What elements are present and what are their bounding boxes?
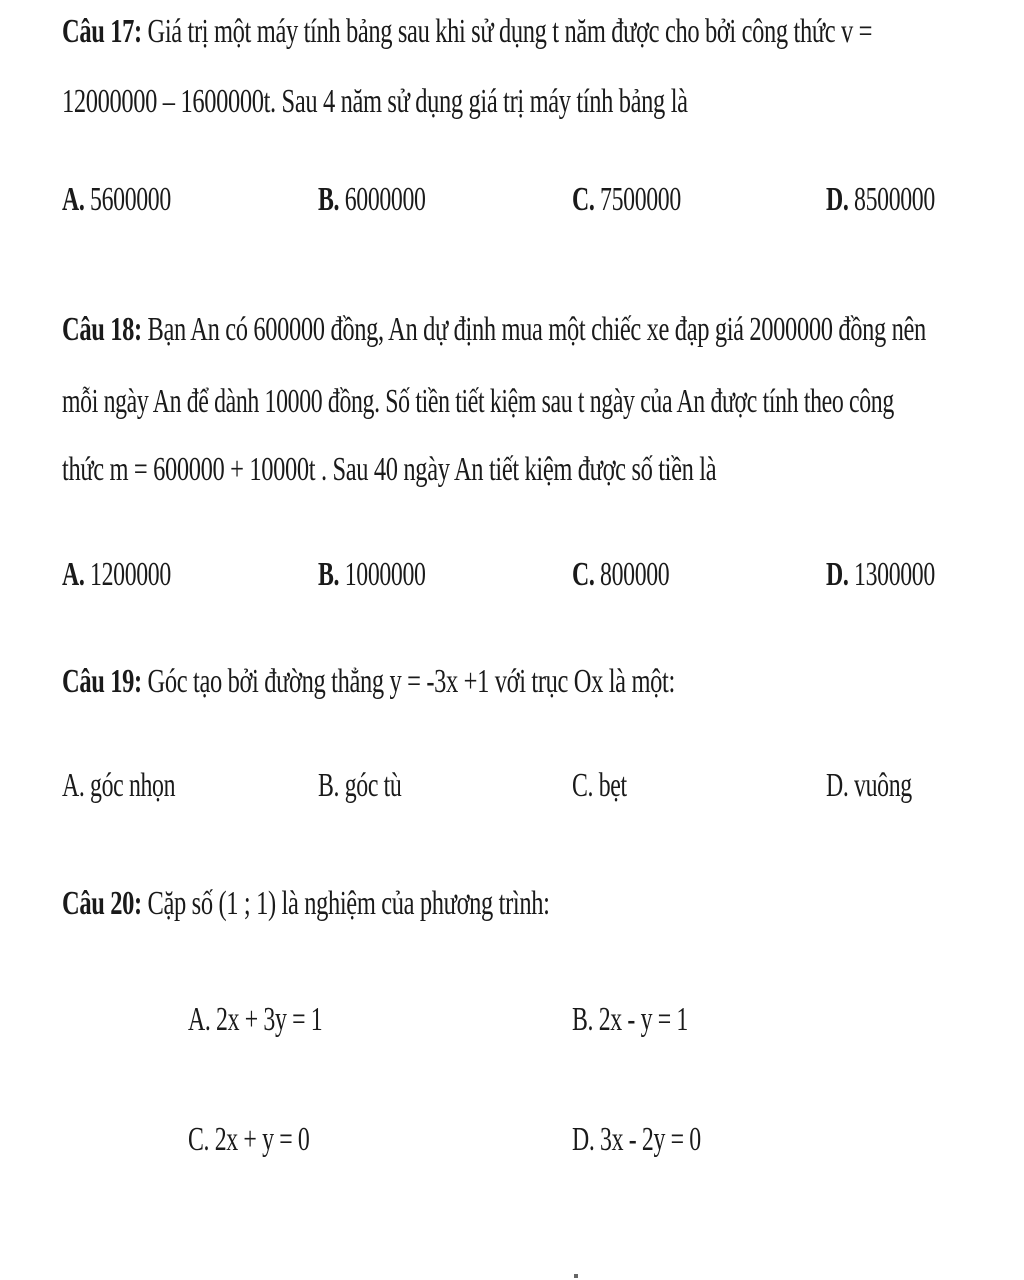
option-text: 2x + y = 0 bbox=[209, 1121, 310, 1158]
option-text: 1300000 bbox=[848, 556, 935, 593]
option-letter: A. bbox=[62, 767, 85, 804]
q19-text-1: Góc tạo bởi đường thẳng y = -3x +1 với trục Ox là một: bbox=[141, 663, 675, 700]
q20-label: Câu 20: bbox=[62, 885, 142, 922]
option-text: 2x - y = 1 bbox=[593, 1001, 688, 1038]
q17-option-b bbox=[318, 180, 426, 220]
q18-option-b bbox=[318, 555, 426, 595]
option-text: bẹt bbox=[593, 767, 627, 804]
option-text: 1200000 bbox=[84, 556, 171, 593]
option-letter: D. bbox=[826, 181, 849, 218]
option-letter: C. bbox=[188, 1121, 210, 1158]
q19-label: Câu 19: bbox=[62, 663, 142, 700]
q17-option-c bbox=[572, 180, 681, 220]
option-letter: A. bbox=[62, 181, 85, 218]
q17-line-1 bbox=[62, 12, 872, 52]
q18-label: Câu 18: bbox=[62, 311, 142, 348]
q20-option-c bbox=[188, 1120, 309, 1160]
option-text: 5600000 bbox=[84, 181, 171, 218]
q18-line-2 bbox=[62, 382, 894, 422]
q17-option-a bbox=[62, 180, 171, 220]
option-letter: C. bbox=[572, 181, 595, 218]
q19-line-1 bbox=[62, 662, 675, 702]
option-text: 2x + 3y = 1 bbox=[210, 1001, 323, 1038]
option-letter: C. bbox=[572, 556, 595, 593]
option-letter: C. bbox=[572, 767, 594, 804]
q18-option-d bbox=[826, 555, 935, 595]
q18-line-3 bbox=[62, 450, 716, 490]
q20-option-b bbox=[572, 1000, 688, 1040]
q19-option-a bbox=[62, 766, 175, 806]
stray-mark bbox=[574, 1274, 578, 1278]
q18-text-2: mỗi ngày An để dành 10000 đồng. Số tiền tiết kiệm sau t ngày của An được tính theo công bbox=[62, 383, 894, 420]
option-letter: D. bbox=[826, 556, 849, 593]
option-letter: A. bbox=[62, 556, 85, 593]
option-text: 3x - 2y = 0 bbox=[594, 1121, 701, 1158]
q18-line-1 bbox=[62, 310, 926, 350]
option-text: góc nhọn bbox=[84, 767, 176, 804]
option-text: 6000000 bbox=[339, 181, 426, 218]
q20-option-a bbox=[188, 1000, 322, 1040]
option-letter: D. bbox=[826, 767, 849, 804]
q20-line-1 bbox=[62, 884, 550, 924]
option-text: 800000 bbox=[594, 556, 670, 593]
q19-option-b bbox=[318, 766, 401, 806]
q17-option-d bbox=[826, 180, 935, 220]
q18-option-a bbox=[62, 555, 171, 595]
option-letter: D. bbox=[572, 1121, 595, 1158]
q17-text-2: 12000000 – 1600000t. Sau 4 năm sử dụng giá trị máy tính bảng là bbox=[62, 83, 688, 120]
option-text: góc tù bbox=[339, 767, 402, 804]
q20-text-1: Cặp số (1 ; 1) là nghiệm của phương trình: bbox=[141, 885, 550, 922]
option-letter: B. bbox=[318, 181, 340, 218]
option-text: vuông bbox=[848, 767, 912, 804]
q17-line-2 bbox=[62, 82, 688, 122]
option-letter: B. bbox=[318, 767, 340, 804]
option-letter: A. bbox=[188, 1001, 211, 1038]
option-text: 7500000 bbox=[594, 181, 681, 218]
option-text: 1000000 bbox=[339, 556, 426, 593]
q19-option-d bbox=[826, 766, 912, 806]
option-text: 8500000 bbox=[848, 181, 935, 218]
q19-option-c bbox=[572, 766, 627, 806]
q17-text-1: Giá trị một máy tính bảng sau khi sử dụng t năm được cho bởi công thức v = bbox=[141, 13, 873, 50]
option-letter: B. bbox=[318, 556, 340, 593]
q18-option-c bbox=[572, 555, 669, 595]
q18-text-1: Bạn An có 600000 đồng, An dự định mua một chiếc xe đạp giá 2000000 đồng nên bbox=[141, 311, 926, 348]
q17-label: Câu 17: bbox=[62, 13, 142, 50]
q18-text-3: thức m = 600000 + 10000t . Sau 40 ngày An tiết kiệm được số tiền là bbox=[62, 451, 717, 488]
option-letter: B. bbox=[572, 1001, 594, 1038]
q20-option-d bbox=[572, 1120, 701, 1160]
